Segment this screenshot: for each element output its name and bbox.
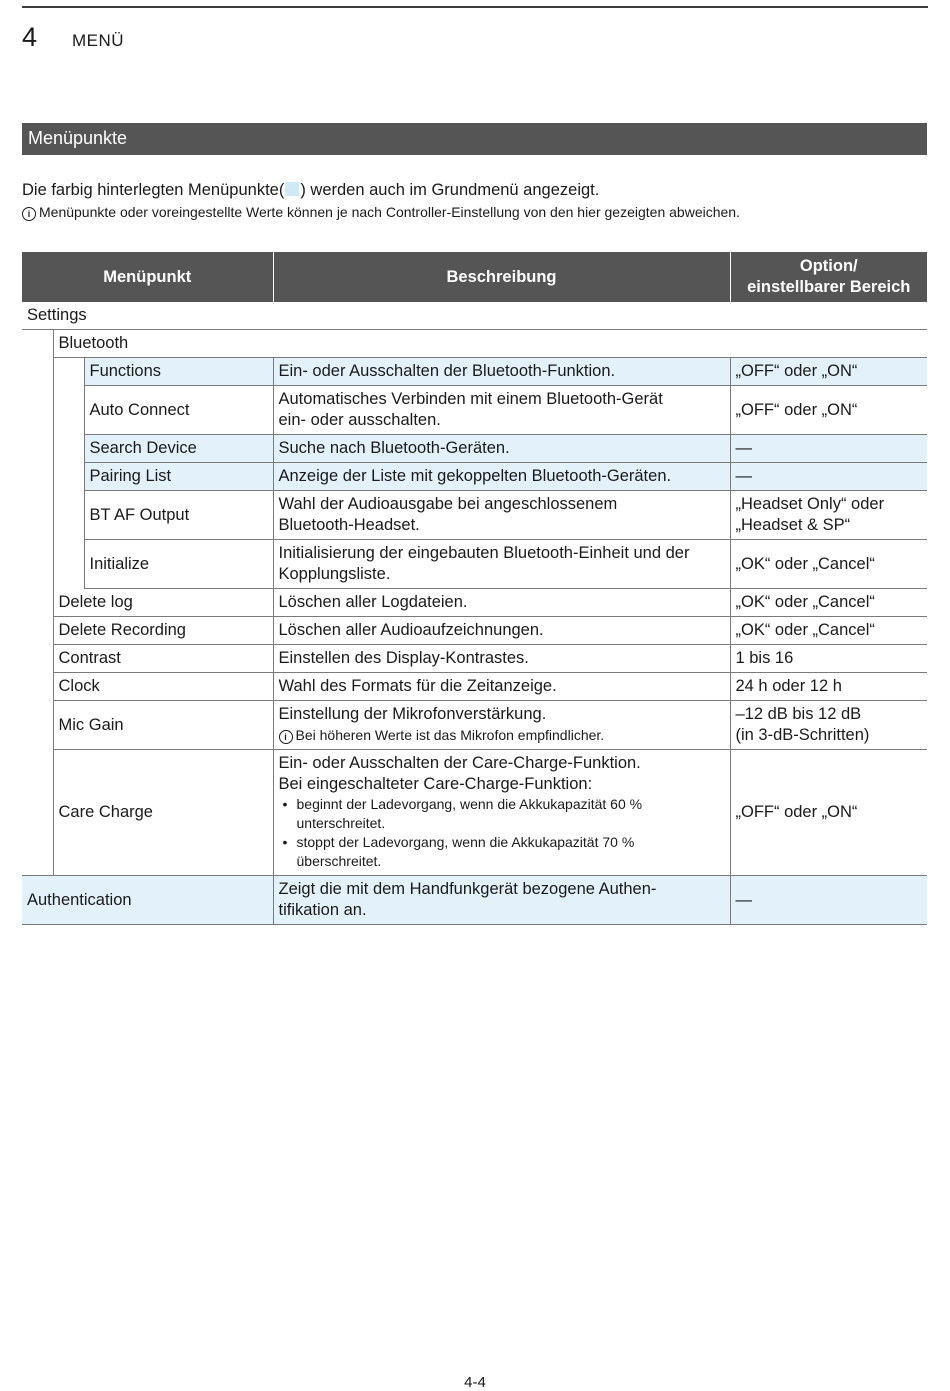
row-option: — [730, 463, 927, 491]
indent-cell [22, 701, 53, 750]
indent-cell [22, 330, 53, 358]
header-option [730, 252, 927, 302]
row-name: Pairing List [84, 463, 273, 491]
row-name: Authentication [22, 876, 273, 925]
chapter-title: MENÜ [72, 31, 125, 50]
care-charge-bullets [279, 795, 725, 871]
indent-cell [22, 673, 53, 701]
mic-gain-note-text: Bei höheren Werte ist das Mikrofon empfindlicher. [295, 727, 605, 743]
table-row [22, 645, 927, 673]
row-option: „OK“ oder „Cancel“ [730, 617, 927, 645]
table-row [22, 876, 927, 925]
intro-text [22, 181, 599, 200]
row-name: Delete log [53, 589, 273, 617]
row-desc [273, 876, 730, 925]
table-row [22, 386, 927, 435]
header-description: Beschreibung [273, 252, 730, 302]
row-option: „OFF“ oder „ON“ [730, 386, 927, 435]
row-desc-line: ein- oder ausschalten. [278, 411, 441, 429]
row-name: Mic Gain [53, 701, 273, 750]
indent-cell [22, 435, 53, 463]
indent-cell [53, 386, 84, 435]
bluetooth-label: Bluetooth [53, 330, 927, 358]
indent-cell [22, 491, 53, 540]
section-title: Menüpunkte [22, 123, 927, 155]
indent-cell [22, 358, 53, 386]
header-option-line1: Option/ [799, 257, 858, 275]
row-desc [273, 491, 730, 540]
row-desc [273, 540, 730, 589]
table-row [22, 673, 927, 701]
row-option [730, 701, 927, 750]
row-desc-line: tifikation an. [278, 901, 367, 919]
menu-table [22, 252, 927, 925]
indent-cell [22, 589, 53, 617]
table-row [22, 330, 927, 358]
indent-cell [53, 463, 84, 491]
row-desc-line: Bei eingeschalteter Care-Charge-Funktion: [278, 775, 593, 793]
row-name: Clock [53, 673, 273, 701]
list-item [279, 795, 725, 833]
info-icon: i [279, 730, 293, 744]
table-row [22, 540, 927, 589]
row-option [730, 491, 927, 540]
row-name: Auto Connect [84, 386, 273, 435]
table-row [22, 491, 927, 540]
indent-cell [53, 435, 84, 463]
row-desc-line: Ein- oder Ausschalten der Care-Charge-Funktion. [278, 754, 641, 772]
indent-cell [53, 358, 84, 386]
table-row [22, 750, 927, 876]
intro-text-after: ) werden auch im Grundmenü angezeigt. [300, 181, 600, 199]
row-option-line: „Headset Only“ oder [735, 495, 885, 513]
row-desc-line: Zeigt die mit dem Handfunkgerät bezogene Authen- [278, 880, 657, 898]
intro-note-text: Menüpunkte oder voreingestellte Werte können je nach Controller-Einstellung von den hier gezeigten abweichen. [39, 204, 740, 220]
top-rule [22, 6, 928, 8]
bullet-line: unterschreitet. [296, 815, 386, 831]
row-name: Contrast [53, 645, 273, 673]
row-option-line: –12 dB bis 12 dB [735, 705, 862, 723]
mic-gain-note [279, 727, 605, 743]
row-desc: Löschen aller Logdateien. [273, 589, 730, 617]
list-item [279, 833, 725, 871]
row-name: Care Charge [53, 750, 273, 876]
table-row [22, 589, 927, 617]
indent-cell [22, 540, 53, 589]
row-option: — [730, 876, 927, 925]
indent-cell [22, 386, 53, 435]
row-name: BT AF Output [84, 491, 273, 540]
row-desc: Wahl des Formats für die Zeitanzeige. [273, 673, 730, 701]
table-row [22, 617, 927, 645]
indent-cell [22, 617, 53, 645]
indent-cell [22, 645, 53, 673]
info-icon: i [22, 207, 36, 221]
indent-cell [22, 463, 53, 491]
table-row [22, 435, 927, 463]
chapter-number: 4 [22, 22, 38, 52]
row-desc-line: Einstellung der Mikrofonverstärkung. [278, 705, 547, 723]
row-option-line: (in 3-dB-Schritten) [735, 726, 870, 744]
row-option: „OFF“ oder „ON“ [730, 750, 927, 876]
row-desc-line: Wahl der Audioausgabe bei angeschlossenem [278, 495, 618, 513]
table-row [22, 701, 927, 750]
row-option: 1 bis 16 [730, 645, 927, 673]
row-desc: Ein- oder Ausschalten der Bluetooth-Funktion. [273, 358, 730, 386]
row-desc: Löschen aller Audioaufzeichnungen. [273, 617, 730, 645]
row-desc-line: Initialisierung der eingebauten Bluetooth-Einheit und der [278, 544, 690, 562]
row-option: „OK“ oder „Cancel“ [730, 540, 927, 589]
intro-note [22, 204, 740, 221]
row-desc [273, 701, 730, 750]
bullet-line: beginnt der Ladevorgang, wenn die Akkukapazität 60 % [296, 796, 643, 812]
row-option-line: „Headset & SP“ [735, 516, 851, 534]
table-row [22, 463, 927, 491]
row-option: „OFF“ oder „ON“ [730, 358, 927, 386]
row-name: Delete Recording [53, 617, 273, 645]
row-desc-line: Automatisches Verbinden mit einem Bluetooth-Gerät [278, 390, 663, 408]
row-desc: Anzeige der Liste mit gekoppelten Bluetooth-Geräten. [273, 463, 730, 491]
indent-cell [22, 750, 53, 876]
row-name: Search Device [84, 435, 273, 463]
page-number: 4-4 [464, 1374, 486, 1391]
row-desc: Suche nach Bluetooth-Geräten. [273, 435, 730, 463]
table-row [22, 302, 927, 330]
row-name: Functions [84, 358, 273, 386]
row-option: — [730, 435, 927, 463]
settings-label: Settings [27, 306, 87, 324]
header-option-line2: einstellbarer Bereich [747, 278, 911, 296]
indent-cell [53, 540, 84, 589]
row-desc: Einstellen des Display-Kontrastes. [273, 645, 730, 673]
table-row [22, 358, 927, 386]
row-desc-line: Bluetooth-Headset. [278, 516, 420, 534]
row-desc [273, 750, 730, 876]
intro-text-before: Die farbig hinterlegten Menüpunkte( [22, 181, 285, 199]
row-desc [273, 386, 730, 435]
bullet-line: überschreitet. [296, 853, 382, 869]
row-option: „OK“ oder „Cancel“ [730, 589, 927, 617]
indent-cell [53, 491, 84, 540]
bullet-line: stoppt der Ladevorgang, wenn die Akkukapazität 70 % [296, 834, 635, 850]
row-desc-line: Kopplungsliste. [278, 565, 391, 583]
row-name: Initialize [84, 540, 273, 589]
highlight-swatch [285, 182, 299, 196]
row-option: 24 h oder 12 h [730, 673, 927, 701]
table-header-row [22, 252, 927, 302]
header-item: Menüpunkt [22, 252, 273, 302]
